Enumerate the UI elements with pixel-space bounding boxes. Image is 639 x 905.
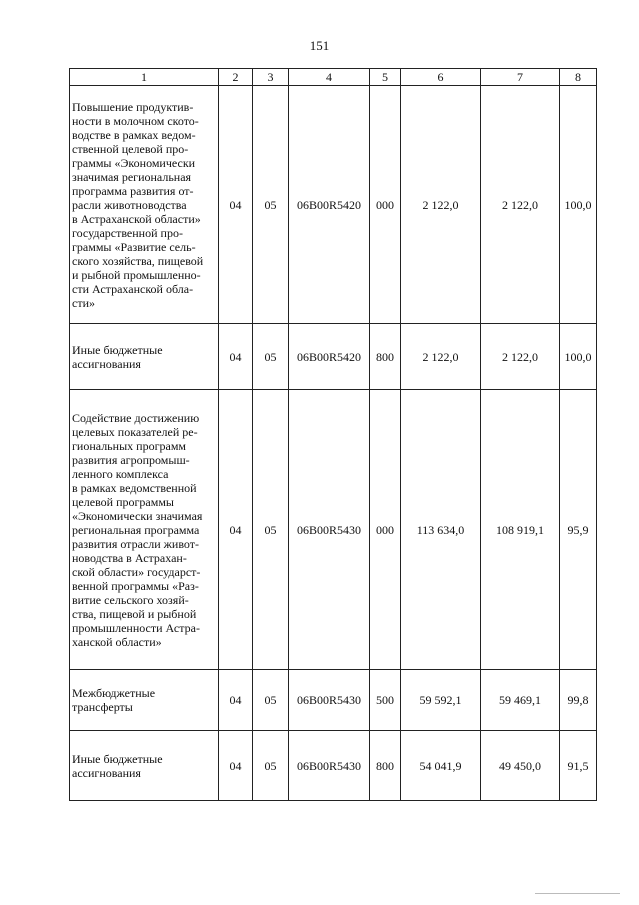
actual-amount-cell: 108 919,1 <box>481 390 560 670</box>
item-name-cell <box>70 324 219 390</box>
percent-cell: 91,5 <box>560 731 597 801</box>
expense-type-cell: 800 <box>370 324 401 390</box>
plan-amount-cell: 59 592,1 <box>401 670 481 731</box>
page-number: 151 <box>309 38 330 53</box>
item-name-cell <box>70 731 219 801</box>
table-row <box>70 731 597 801</box>
item-name: Повышение продуктив- ности в молочном ското- водстве в рамках ведом- ственной целевой про- граммы «Экономически значимая региональная программа развития от- расли животноводства в Астраханской области» государственной про- граммы «Развитие сель- ского хозяйства, пищевой и рыбной промышленно- сти Астраханской обла- сти» <box>72 99 204 310</box>
item-name: Межбюджетные трансферты <box>72 686 156 714</box>
expense-type-cell: 000 <box>370 86 401 324</box>
subsection-cell: 05 <box>253 670 289 731</box>
item-name: Иные бюджетные ассигнования <box>72 342 163 371</box>
subsection-cell: 05 <box>253 731 289 801</box>
subsection-cell: 05 <box>253 324 289 390</box>
section-cell: 04 <box>219 324 253 390</box>
header-cell: 8 <box>560 69 597 86</box>
plan-amount-cell: 2 122,0 <box>401 86 481 324</box>
table-row <box>70 670 597 731</box>
section-cell: 04 <box>219 670 253 731</box>
item-name: Иные бюджетные ассигнования <box>72 751 163 780</box>
section-cell: 04 <box>219 731 253 801</box>
expense-type-cell: 800 <box>370 731 401 801</box>
header-cell: 3 <box>253 69 289 86</box>
plan-amount-cell: 113 634,0 <box>401 390 481 670</box>
target-article-cell: 06В00R5430 <box>289 731 370 801</box>
actual-amount-cell: 2 122,0 <box>481 324 560 390</box>
section-cell: 04 <box>219 86 253 324</box>
plan-amount-cell: 54 041,9 <box>401 731 481 801</box>
target-article-cell: 06В00R5420 <box>289 86 370 324</box>
percent-cell: 99,8 <box>560 670 597 731</box>
percent-cell: 100,0 <box>560 324 597 390</box>
actual-amount-cell: 2 122,0 <box>481 86 560 324</box>
target-article-cell: 06В00R5430 <box>289 390 370 670</box>
subsection-cell: 05 <box>253 86 289 324</box>
scan-artifact-line <box>535 893 620 894</box>
actual-amount-cell: 59 469,1 <box>481 670 560 731</box>
plan-amount-cell: 2 122,0 <box>401 324 481 390</box>
percent-cell: 100,0 <box>560 86 597 324</box>
table-row <box>70 86 597 324</box>
header-cell: 5 <box>370 69 401 86</box>
actual-amount-cell: 49 450,0 <box>481 731 560 801</box>
header-cell: 4 <box>289 69 370 86</box>
header-cell: 2 <box>219 69 253 86</box>
table-row <box>70 324 597 390</box>
section-cell: 04 <box>219 390 253 670</box>
header-row <box>70 69 597 86</box>
header-cell: 1 <box>70 69 219 86</box>
item-name-cell <box>70 670 219 731</box>
header-cell: 7 <box>481 69 560 86</box>
table-row <box>70 390 597 670</box>
subsection-cell: 05 <box>253 390 289 670</box>
expense-type-cell: 000 <box>370 390 401 670</box>
target-article-cell: 06В00R5420 <box>289 324 370 390</box>
expense-type-cell: 500 <box>370 670 401 731</box>
item-name-cell <box>70 86 219 324</box>
percent-cell: 95,9 <box>560 390 597 670</box>
budget-table <box>69 68 597 801</box>
item-name: Содействие достижению целевых показателей ре- гиональных программ развития агропромыш- ленного комплекса в рамках ведомственной целевой программы «Экономически значимая региональная программа развития отрасли живот- новодства в Астрахан- ской области» государст- венной программы «Раз- витие сельского хозяй- ства, пищевой и рыбной промышленности Астра- ханской области» <box>72 410 203 649</box>
header-cell: 6 <box>401 69 481 86</box>
item-name-cell <box>70 390 219 670</box>
target-article-cell: 06В00R5430 <box>289 670 370 731</box>
